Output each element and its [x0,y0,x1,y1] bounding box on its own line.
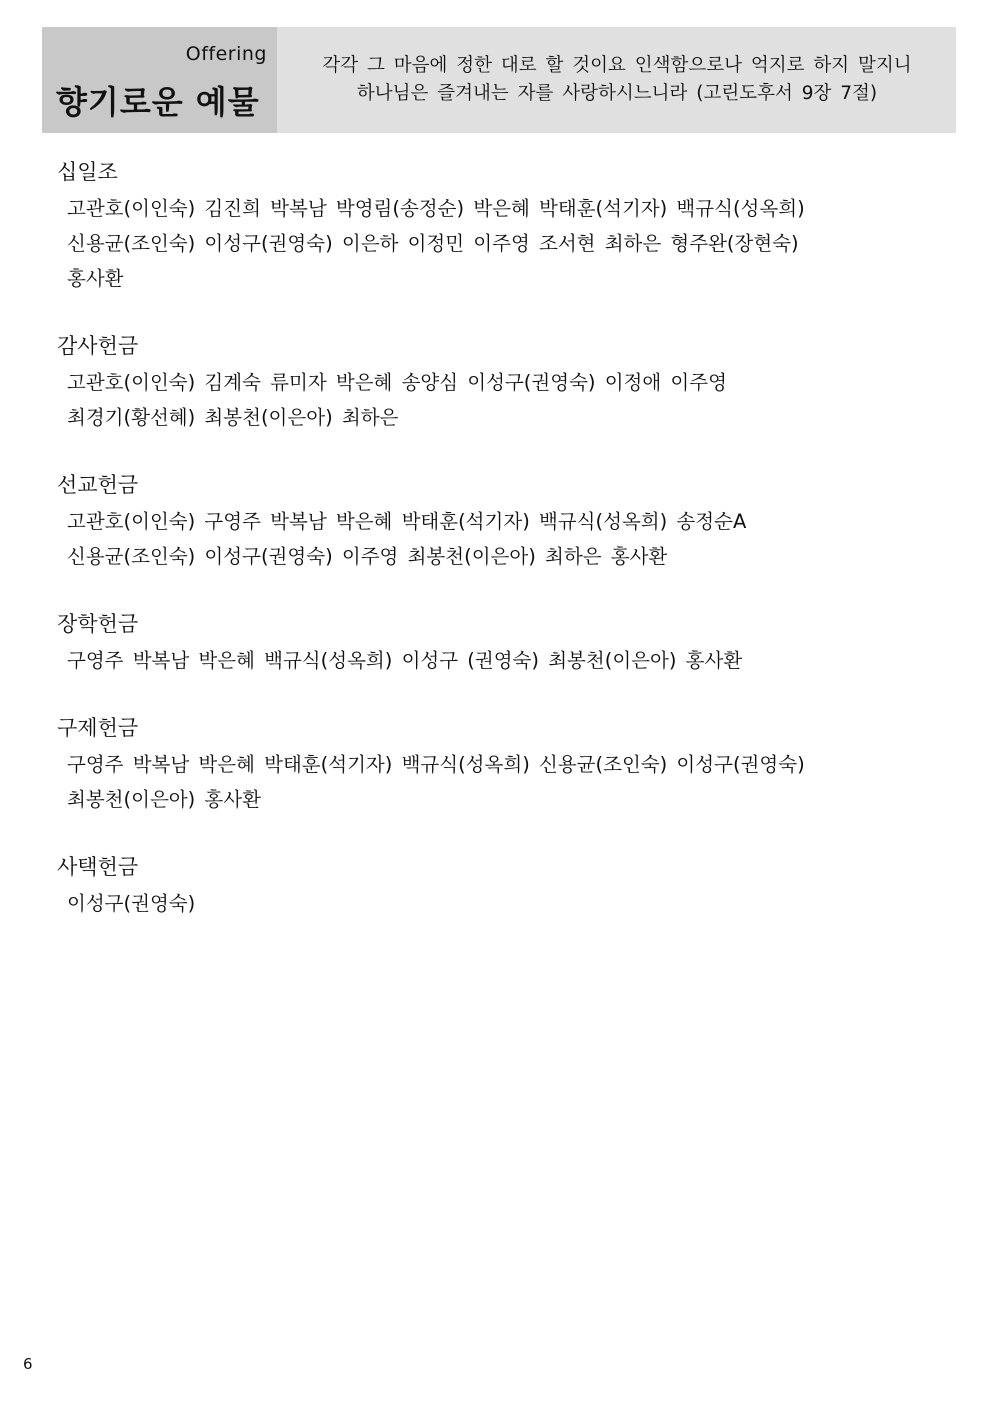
name-line: 이성구(권영숙) [67,892,196,915]
offering-header [42,27,956,133]
section-title: 선교헌금 [57,473,139,497]
name-line: 고관호(이인숙) 김진희 박복남 박영림(송정순) 박은혜 박태훈(석기자) 백규식(성옥희) [67,197,805,220]
section-missions [57,470,917,574]
section-title: 십일조 [57,160,118,184]
header-verse [287,52,947,108]
section-relief [57,713,917,817]
section-title: 감사헌금 [57,334,139,358]
name-line: 최봉천(이은아) 홍사환 [67,788,261,811]
name-line: 홍사환 [67,267,124,290]
section-parsonage [57,852,917,921]
name-line: 구영주 박복남 박은혜 박태훈(석기자) 백규식(성옥희) 신용균(조인숙) 이성구(권영숙) [67,753,805,776]
header-title-box [42,27,277,133]
offering-list [57,157,917,956]
name-line: 신용균(조인숙) 이성구(권영숙) 이주영 최봉천(이은아) 최하은 홍사환 [67,545,668,568]
section-scholarship [57,609,917,678]
name-line: 구영주 박복남 박은혜 백규식(성옥희) 이성구 (권영숙) 최봉천(이은아) 홍사환 [67,649,743,672]
section-tithe [57,157,917,296]
section-thanksgiving [57,331,917,435]
header-english-title: Offering [185,43,267,65]
verse-line-1: 각각 그 마음에 정한 대로 할 것이요 인색함으로나 억지로 하지 말지니 [322,55,912,76]
section-title: 장학헌금 [57,612,139,636]
name-line: 신용균(조인숙) 이성구(권영숙) 이은하 이정민 이주영 조서현 최하은 형주완(장현숙) [67,232,799,255]
page-number: 6 [23,1355,33,1373]
verse-line-2: 하나님은 즐겨내는 자를 사랑하시느니라 (고린도후서 9장 7절) [356,83,878,104]
section-title: 구제헌금 [57,716,139,740]
section-title: 사택헌금 [57,855,139,879]
header-korean-title: 향기로운 예물 [56,83,260,121]
name-line: 고관호(이인숙) 구영주 박복남 박은혜 박태훈(석기자) 백규식(성옥희) 송정순A [67,510,747,533]
name-line: 고관호(이인숙) 김계숙 류미자 박은혜 송양심 이성구(권영숙) 이정애 이주영 [67,371,727,394]
name-line: 최경기(황선혜) 최봉천(이은아) 최하은 [67,406,399,429]
